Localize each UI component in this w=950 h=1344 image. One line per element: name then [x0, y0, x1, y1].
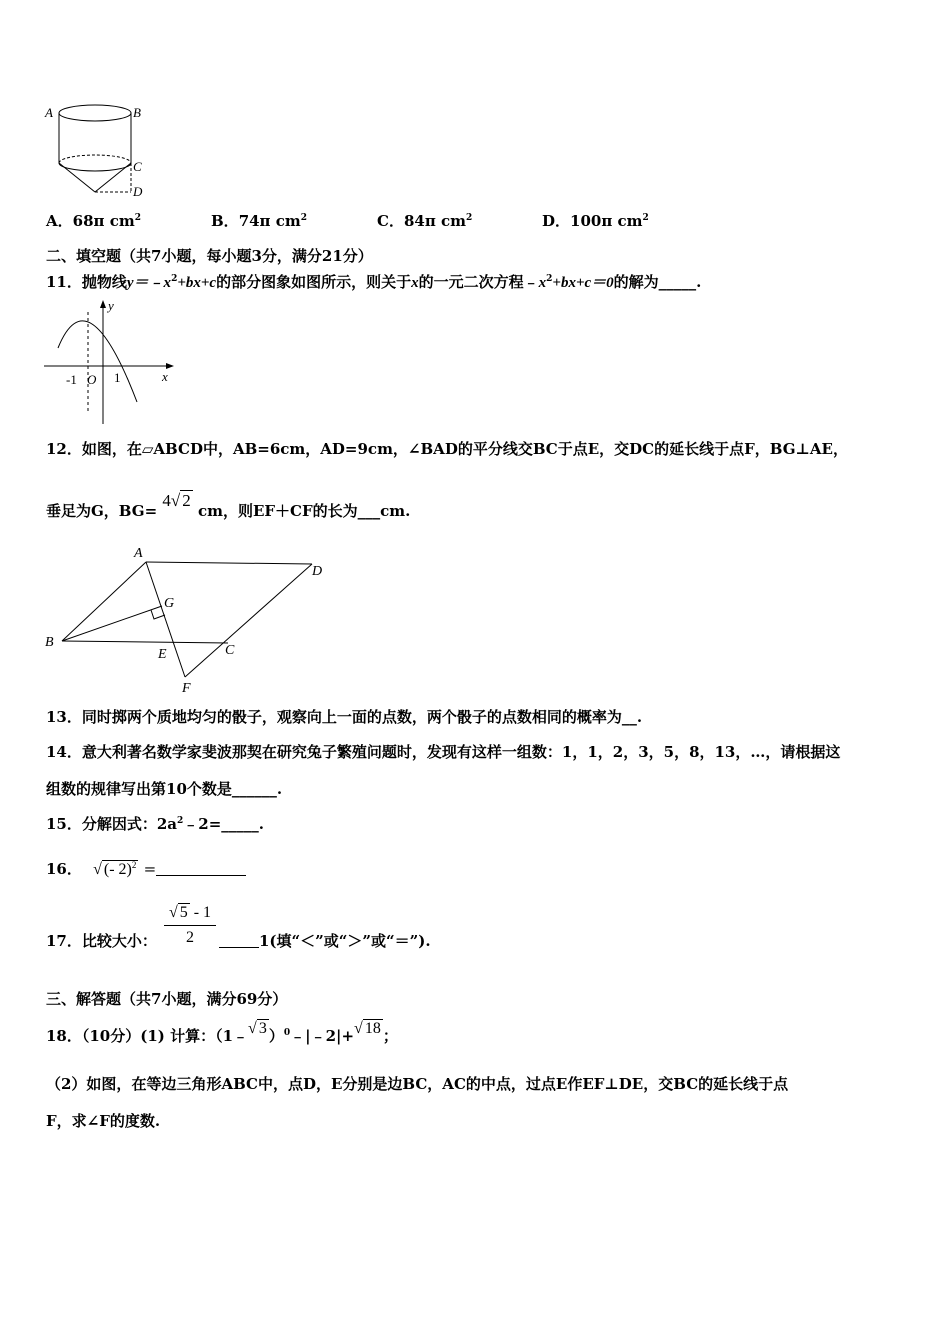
label-C: C [133, 159, 142, 174]
section2-title: 二、填空题（共7小题，每小题3分，满分21分） [46, 247, 373, 265]
q17-tail: 1(填“＜”或“＞”或“＝”). [219, 930, 431, 951]
q14-line2: 组数的规律写出第10个数是______. [46, 780, 283, 798]
point-E: E [158, 647, 167, 662]
option-a: A．68π $cm^2$ [46, 212, 141, 230]
parabola-figure [42, 296, 182, 426]
q12-line2: 垂足为G，BG= 4√ 2 cm，则EF＋CF的长为___cm. [46, 491, 411, 520]
tick-1: 1 [114, 370, 121, 385]
q18-part2-line1: （2）如图，在等边三角形ABC中，点D，E分别是边BC，AC的中点，过点E作EF⊥DE，交BC的延长线于点 [46, 1075, 789, 1093]
option-d: D．100π $cm^2$ [542, 212, 649, 230]
option-b: B．74π $cm^2$ [211, 212, 308, 230]
vertex-D: D [312, 564, 323, 579]
vertex-B: B [45, 635, 54, 650]
q18-part1: 18．（10分）(1) 计算：（1﹣√ 3 ）$^0$﹣|﹣2|+√ 18 ； [46, 1020, 398, 1045]
point-G: G [164, 596, 175, 611]
vertex-A: A [134, 546, 143, 561]
q18-part2-line2: F，求∠F的度数. [46, 1112, 161, 1130]
parallelogram-figure [40, 540, 340, 695]
cylinder-cone-figure [40, 100, 150, 200]
axis-y-label: y [108, 298, 114, 313]
section3-title: 三、解答题（共7小题，满分69分） [46, 990, 288, 1008]
q13-text: 13．同时掷两个质地均匀的骰子，观察向上一面的点数，两个骰子的点数相同的概率为__. [46, 708, 643, 726]
option-c: C．84π $cm^2$ [377, 212, 473, 230]
label-D: D [133, 184, 143, 199]
q14-line1: 14．意大利著名数学家斐波那契在研究兔子繁殖问题时，发现有这样一组数：1，1，2，3，5，8，13，…，请根据这 [46, 743, 841, 761]
vertex-C: C [225, 643, 235, 658]
q11-text: 11．抛物线$y=﹣x^2+bx+c$的部分图象如图所示，则关于x的一元二次方程$﹣x^2+bx+c=0$的解为_____. [46, 273, 702, 291]
q15-text: 15．分解因式：$2a^2﹣2=\_\_\_\_\_$. [46, 815, 265, 833]
label-A: A [45, 105, 53, 120]
q17-text: 17．比较大小： [46, 932, 157, 950]
q17-fraction: √ 5 - 1 2 [164, 904, 216, 947]
axis-x-label: x [162, 369, 168, 384]
q16-text: 16． √ (- 2)$^2$ = [46, 858, 246, 879]
origin-label: O [87, 372, 97, 387]
q12-line1: 12．如图，在▱ABCD中，AB=6cm，AD=9cm，∠BAD的平分线交BC于点E，交DC的延长线于点F，BG⊥AE， [46, 440, 848, 458]
tick-neg1: -1 [66, 372, 77, 387]
label-B: B [133, 105, 141, 120]
point-F: F [182, 681, 191, 695]
